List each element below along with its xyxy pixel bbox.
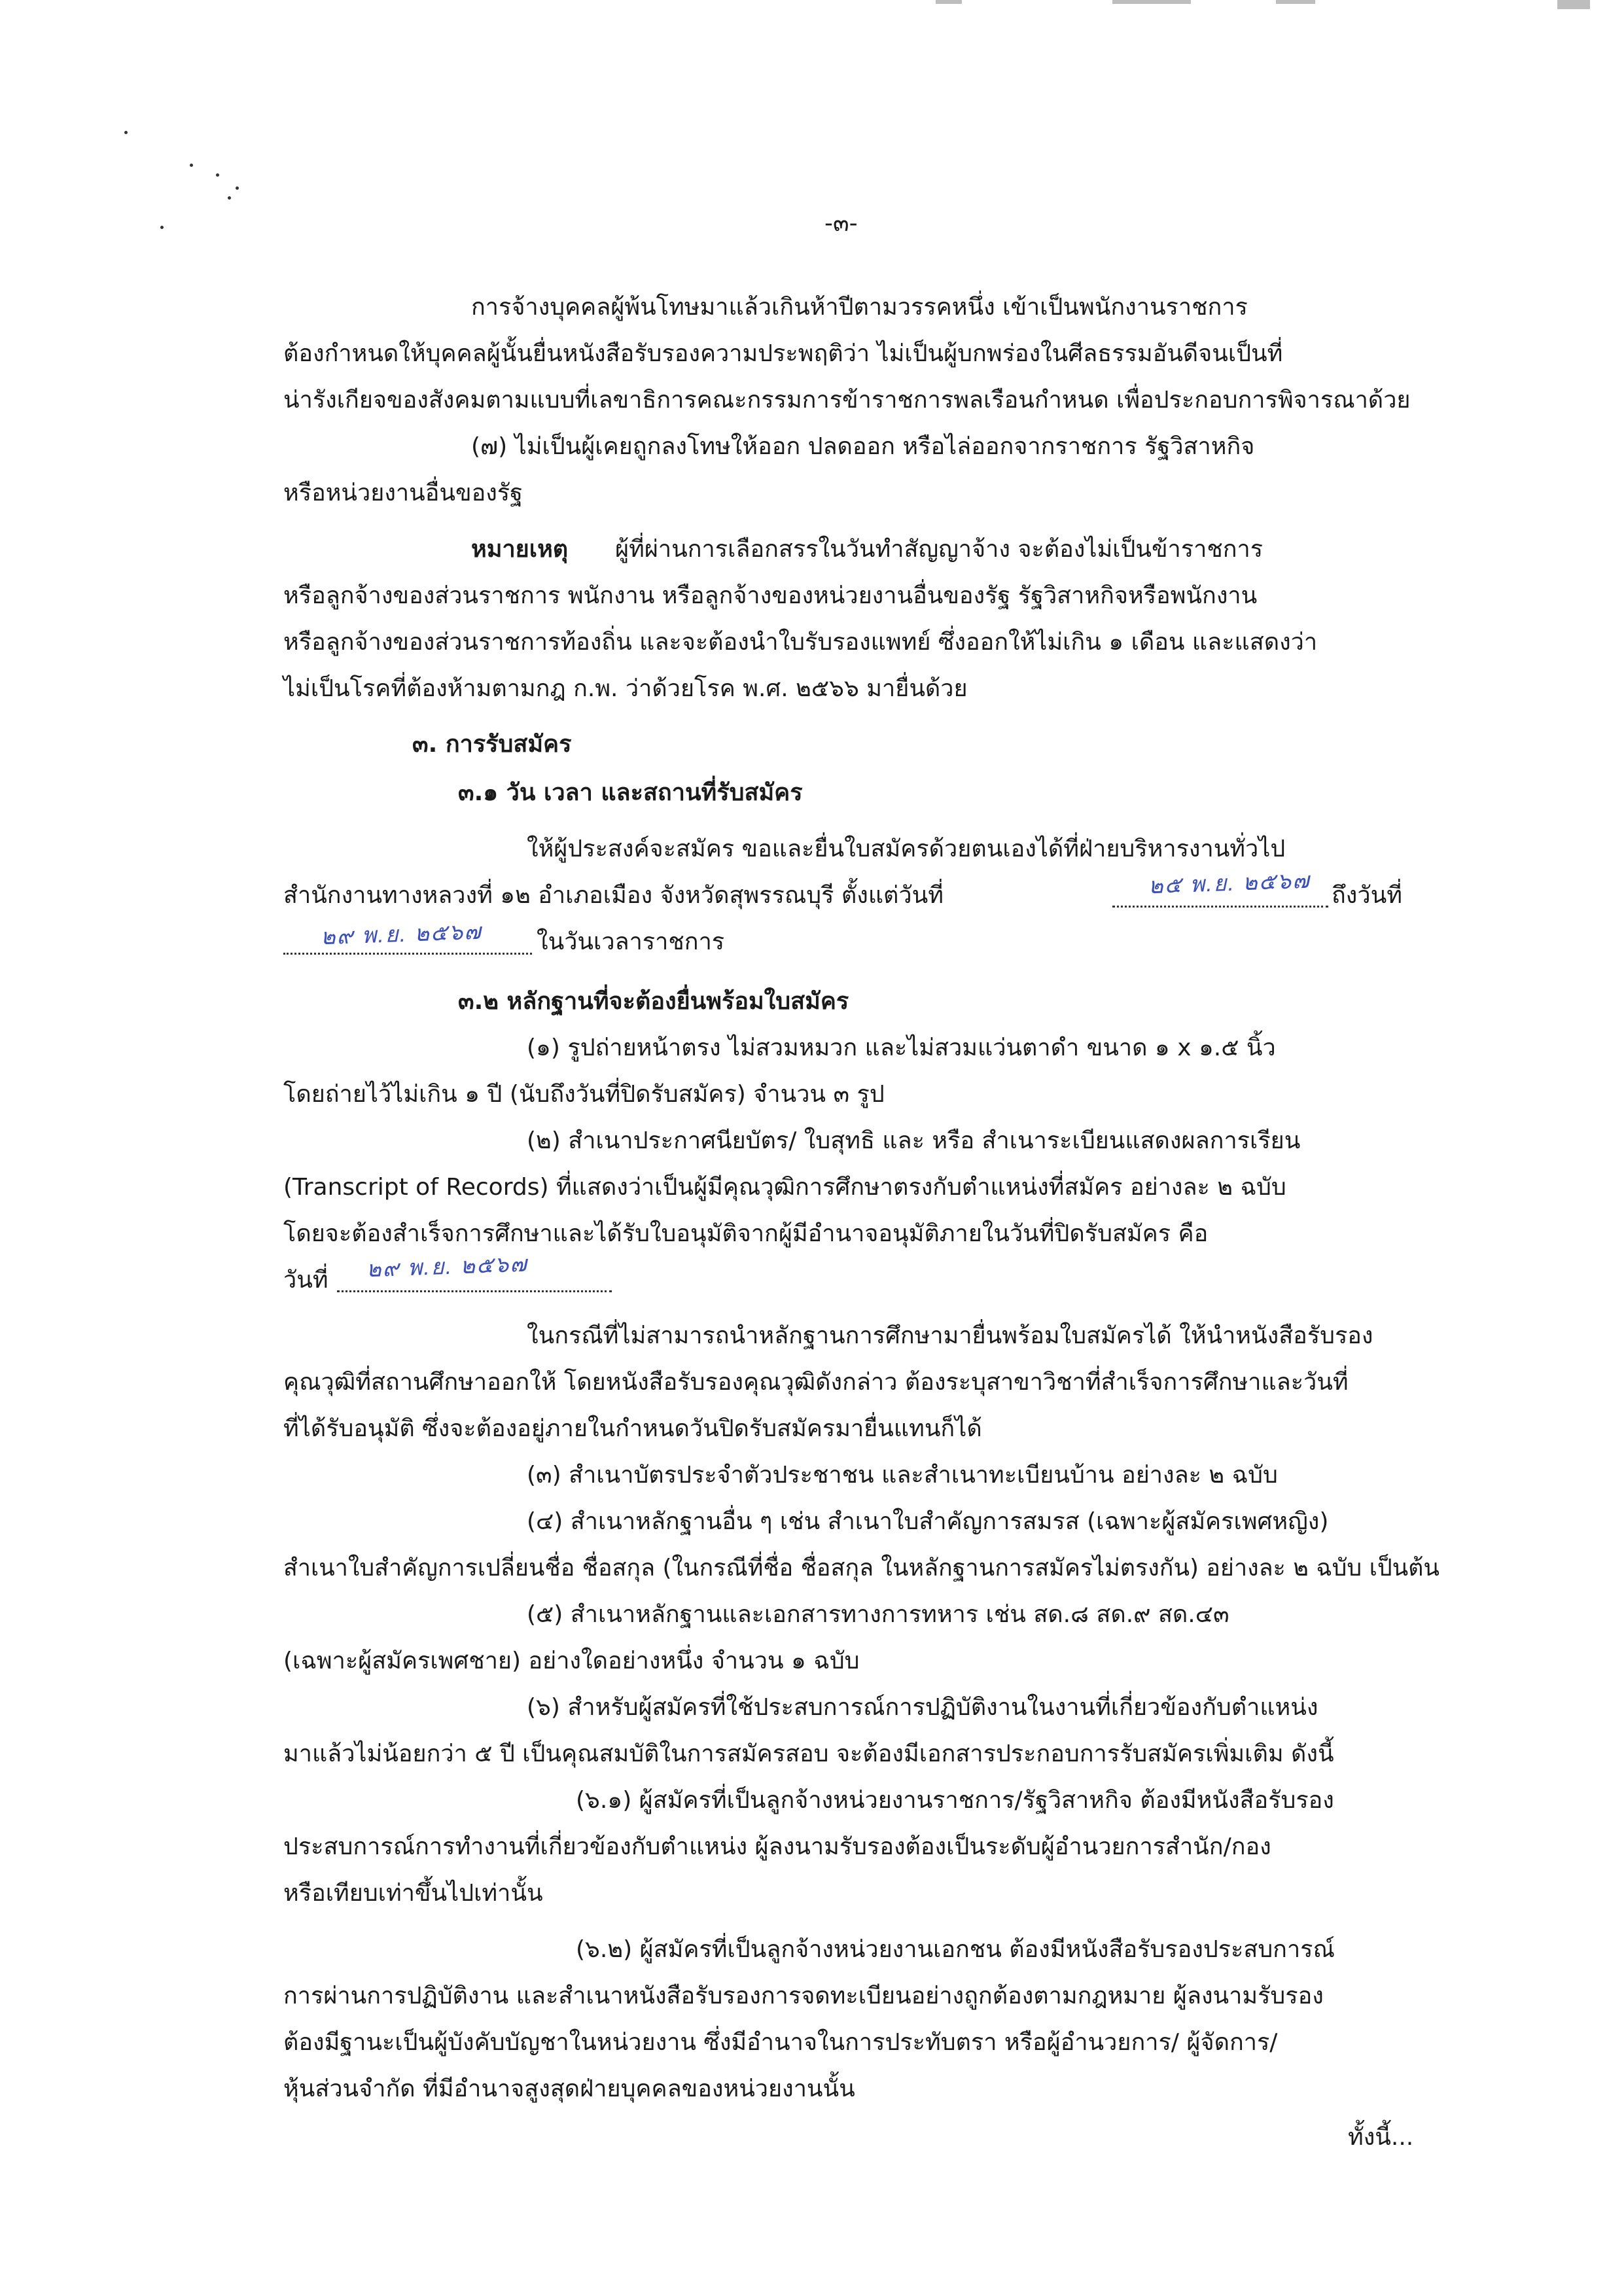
item-2-line: (๒) สำเนาประกาศนียบัตร/ ใบสุทธิ และ หรือ สำเนาระเบียนแสดงผลการเรียน	[527, 1127, 1301, 1154]
date-fill-line	[337, 1288, 612, 1292]
item-3-line: (๓) สำเนาบัตรประจำตัวประชาชน และสำเนาทะเบียนบ้าน อย่างละ ๒ ฉบับ	[527, 1462, 1278, 1489]
paragraph-line: ต้องกำหนดให้บุคคลผู้นั้นยื่นหนังสือรับรองความประพฤติว่า ไม่เป็นผู้บกพร่องในศีลธรรมอันดีจนเป็นที่	[283, 340, 1283, 367]
paragraph-line: ถึงวันที่	[1332, 882, 1402, 909]
subsection-heading: ๓.๒ หลักฐานที่จะต้องยื่นพร้อมใบสมัคร	[458, 988, 849, 1015]
paragraph-line: ในกรณีที่ไม่สามารถนำหลักฐานการศึกษามายื่นพร้อมใบสมัครได้ ให้นำหนังสือรับรอง	[527, 1322, 1373, 1349]
scan-mark	[1276, 0, 1315, 4]
item-6-1-line: หรือเทียบเท่าขึ้นไปเท่านั้น	[283, 1880, 543, 1907]
paragraph-line: ที่ได้รับอนุมัติ ซึ่งจะต้องอยู่ภายในกำหนดวันปิดรับสมัครมายื่นแทนก็ได้	[283, 1415, 982, 1442]
item-6-1-line: ประสบการณ์การทำงานที่เกี่ยวข้องกับตำแหน่ง ผู้ลงนามรับรองต้องเป็นระดับผู้อำนวยการสำนัก/กอง	[283, 1833, 1271, 1860]
note-label: หมายเหตุ	[471, 536, 569, 563]
paragraph-line: ในวันเวลาราชการ	[537, 928, 725, 955]
item-2-line: (Transcript of Records) ที่แสดงว่าเป็นผู้มีคุณวุฒิการศึกษาตรงกับตำแหน่งที่สมัคร อย่างละ ๒ ฉบับ	[283, 1174, 1286, 1201]
item-2-line: โดยจะต้องสำเร็จการศึกษาและได้รับใบอนุมัติจากผู้มีอำนาจอนุมัติภายในวันที่ปิดรับสมัคร คือ	[283, 1220, 1209, 1247]
item-1-line: (๑) รูปถ่ายหน้าตรง ไม่สวมหมวก และไม่สวมแว่นตาดำ ขนาด ๑ x ๑.๕ นิ้ว	[527, 1034, 1276, 1061]
scan-speck	[228, 196, 231, 200]
page-number: -๓-	[824, 210, 858, 237]
date-stamp: ๒๙ พ.ย. ๒๕๖๗	[366, 1251, 529, 1282]
paragraph-line: ให้ผู้ประสงค์จะสมัคร ขอและยื่นใบสมัครด้วยตนเองได้ที่ฝ่ายบริหารงานทั่วไป	[527, 836, 1286, 862]
date-fill-line	[1112, 903, 1328, 908]
item-6-line: มาแล้วไม่น้อยกว่า ๕ ปี เป็นคุณสมบัติในการสมัครสอบ จะต้องมีเอกสารประกอบการรับสมัครเพิ่มเติม ดังนี้	[283, 1740, 1334, 1767]
paragraph-line: คุณวุฒิที่สถานศึกษาออกให้ โดยหนังสือรับรองคุณวุฒิดังกล่าว ต้องระบุสาขาวิชาที่สำเร็จการศึกษาและวันที่	[283, 1369, 1349, 1396]
scan-mark	[936, 0, 962, 4]
item-7-line: หรือหน่วยงานอื่นของรัฐ	[283, 480, 523, 506]
note-line: หรือลูกจ้างของส่วนราชการท้องถิ่น และจะต้องนำใบรับรองแพทย์ ซึ่งออกให้ไม่เกิน ๑ เดือน และแสดงว่า	[283, 629, 1318, 656]
note-line: ไม่เป็นโรคที่ต้องห้ามตามกฎ ก.พ. ว่าด้วยโรค พ.ศ. ๒๕๖๖ มายื่นด้วย	[283, 675, 968, 702]
item-6-2-line: การผ่านการปฏิบัติงาน และสำเนาหนังสือรับรองการจดทะเบียนอย่างถูกต้องตามกฎหมาย ผู้ลงนามรับรอง	[283, 1983, 1324, 2009]
item-2-line: วันที่	[283, 1267, 328, 1294]
scan-speck	[190, 164, 193, 167]
section-heading: ๓. การรับสมัคร	[412, 731, 572, 758]
item-6-2-line: ต้องมีฐานะเป็นผู้บังคับบัญชาในหน่วยงาน ซึ่งมีอำนาจในการประทับตรา หรือผู้อำนวยการ/ ผู้จัดการ/	[283, 2029, 1278, 2056]
note-line: ผู้ที่ผ่านการเลือกสรรในวันทำสัญญาจ้าง จะต้องไม่เป็นข้าราชการ	[615, 536, 1264, 563]
continuation-text: ทั้งนี้...	[1348, 2124, 1414, 2151]
scan-speck	[124, 131, 128, 134]
paragraph-line: สำนักงานทางหลวงที่ ๑๒ อำเภอเมือง จังหวัดสุพรรณบุรี ตั้งแต่วันที่	[283, 882, 944, 909]
scan-speck	[236, 186, 239, 190]
item-5-line: (เฉพาะผู้สมัครเพศชาย) อย่างใดอย่างหนึ่ง จำนวน ๑ ฉบับ	[283, 1648, 860, 1674]
item-4-line: (๔) สำเนาหลักฐานอื่น ๆ เช่น สำเนาใบสำคัญการสมรส (เฉพาะผู้สมัครเพศหญิง)	[527, 1508, 1329, 1535]
item-5-line: (๕) สำเนาหลักฐานและเอกสารทางการทหาร เช่น สด.๘ สด.๙ สด.๔๓	[527, 1601, 1229, 1628]
item-6-line: (๖) สำหรับผู้สมัครที่ใช้ประสบการณ์การปฏิบัติงานในงานที่เกี่ยวข้องกับตำแหน่ง	[527, 1694, 1318, 1721]
date-stamp: ๒๕ พ.ย. ๒๕๖๗	[1148, 868, 1311, 899]
scan-speck	[216, 173, 219, 177]
paragraph-line: การจ้างบุคคลผู้พ้นโทษมาแล้วเกินห้าปีตามวรรคหนึ่ง เข้าเป็นพนักงานราชการ	[471, 294, 1248, 321]
item-6-1-line: (๖.๑) ผู้สมัครที่เป็นลูกจ้างหน่วยงานราชการ/รัฐวิสาหกิจ ต้องมีหนังสือรับรอง	[576, 1787, 1334, 1814]
scan-speck	[160, 226, 164, 229]
paragraph-line: น่ารังเกียจของสังคมตามแบบที่เลขาธิการคณะกรรมการข้าราชการพลเรือนกำหนด เพื่อประกอบการพิจารณาด้วย	[283, 387, 1411, 414]
item-7-line: (๗) ไม่เป็นผู้เคยถูกลงโทษให้ออก ปลดออก หรือไล่ออกจากราชการ รัฐวิสาหกิจ	[471, 433, 1255, 460]
item-4-line: สำเนาใบสำคัญการเปลี่ยนชื่อ ชื่อสกุล (ในกรณีที่ชื่อ ชื่อสกุล ในหลักฐานการสมัครไม่ตรงกัน) อย่างละ ๒ ฉบับ เป็นต้น	[283, 1555, 1440, 1581]
scan-mark	[1112, 0, 1191, 4]
date-stamp: ๒๙ พ.ย. ๒๕๖๗	[320, 919, 483, 950]
item-6-2-line: (๖.๒) ผู้สมัครที่เป็นลูกจ้างหน่วยงานเอกชน ต้องมีหนังสือรับรองประสบการณ์	[576, 1936, 1335, 1963]
scan-mark	[1557, 0, 1590, 9]
note-line: หรือลูกจ้างของส่วนราชการ พนักงาน หรือลูกจ้างของหน่วยงานอื่นของรัฐ รัฐวิสาหกิจหรือพนักงาน	[283, 582, 1258, 609]
subsection-heading: ๓.๑ วัน เวลา และสถานที่รับสมัคร	[458, 779, 803, 806]
item-6-2-line: หุ้นส่วนจำกัด ที่มีอำนาจสูงสุดฝ่ายบุคคลของหน่วยงานนั้น	[283, 2075, 855, 2102]
item-1-line: โดยถ่ายไว้ไม่เกิน ๑ ปี (นับถึงวันที่ปิดรับสมัคร) จำนวน ๓ รูป	[283, 1081, 885, 1108]
